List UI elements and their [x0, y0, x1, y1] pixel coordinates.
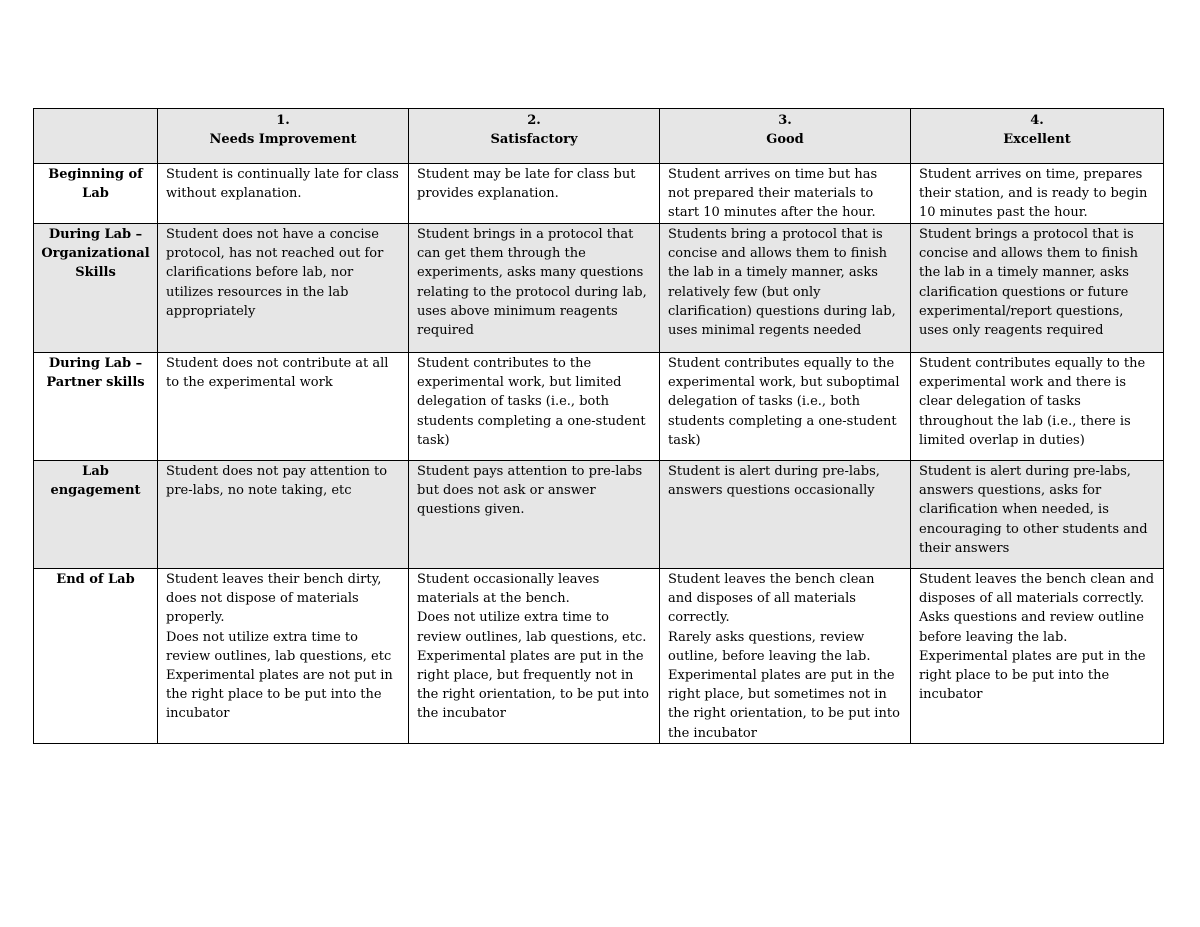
table-row [34, 569, 1164, 744]
level-number: 1. [276, 113, 290, 128]
rubric-cell [911, 569, 1164, 744]
cell-text: Rarely asks questions, review outline, before leaving the lab. [668, 629, 871, 664]
cell-text: Student arrives on time but has not prepared their materials to start 10 minutes after the hour. [668, 167, 878, 221]
corner-cell [34, 109, 158, 164]
criterion-label: Beginning of [48, 167, 143, 182]
cell-text: Student pays attention to pre-labs but does not ask or answer questions given. [417, 464, 643, 518]
rubric-cell [409, 224, 660, 353]
cell-text: Student arrives on time, prepares their station, and is ready to begin 10 minutes past the hour. [919, 167, 1148, 221]
rubric-cell [911, 164, 1164, 224]
criterion-label: Skills [75, 265, 116, 281]
table-row [34, 164, 1164, 224]
header-row [34, 109, 1164, 164]
rubric-table [33, 108, 1164, 744]
cell-text: Experimental plates are not put in the right place to be put into the incubator [166, 668, 393, 722]
rubric-cell [158, 224, 409, 353]
criterion-label: Lab [82, 186, 109, 202]
cell-text: Student occasionally leaves materials at the bench. [417, 572, 600, 607]
cell-text: Asks questions and review outline before leaving the lab. [919, 610, 1144, 645]
rubric-cell [158, 353, 409, 461]
cell-text: Student does not contribute at all to the experimental work [166, 356, 389, 391]
cell-text: Student is alert during pre-labs, answers questions occasionally [668, 464, 880, 499]
level-label: Excellent [1003, 132, 1071, 148]
rubric-cell [158, 569, 409, 744]
cell-text: Experimental plates are put in the right place, but frequently not in the right orientation, to be put into the incubator [417, 648, 649, 722]
cell-text: Student is alert during pre-labs, answers questions, asks for clarification when needed, is encouraging to other students and their answers [919, 464, 1148, 556]
rubric-cell [409, 353, 660, 461]
cell-text: Student does not have a concise protocol, has not reached out for clarifications before lab, nor utilizes resources in the lab appropriately [166, 227, 384, 319]
level-number: 2. [527, 113, 541, 128]
criterion-cell [34, 569, 158, 744]
criterion-label: Partner skills [46, 375, 145, 391]
cell-text: Student contributes equally to the experimental work and there is clear delegation of tasks throughout the lab (i.e., there is limited overlap in duties) [919, 356, 1146, 448]
criterion-label: Lab [82, 464, 109, 479]
rubric-cell [660, 461, 911, 569]
cell-text: Student brings in a protocol that can get them through the experiments, asks many questions relating to the protocol during lab, uses above minimum reagents required [417, 227, 647, 339]
cell-text: Students bring a protocol that is concise and allows them to finish the lab in a timely manner, asks relatively few (but only clarification) questions during lab, uses minimal regents needed [668, 227, 896, 339]
rubric-cell [660, 569, 911, 744]
rubric-cell [409, 461, 660, 569]
rubric-cell [911, 461, 1164, 569]
level-label: Good [766, 132, 804, 148]
cell-text: Student may be late for class but provides explanation. [417, 167, 636, 202]
criterion-cell [34, 164, 158, 224]
cell-text: Experimental plates are put in the right place, but sometimes not in the right orientation, to be put into the incubator [668, 668, 900, 741]
cell-text: Student leaves their bench dirty, does not dispose of materials properly. [166, 572, 382, 626]
criterion-label: During Lab – [48, 227, 143, 242]
table-row [34, 461, 1164, 569]
rubric-cell [158, 164, 409, 224]
criterion-cell [34, 224, 158, 353]
criterion-cell [34, 461, 158, 569]
level-header-3 [660, 109, 911, 164]
table-row [34, 353, 1164, 461]
cell-text: Does not utilize extra time to review outlines, lab questions, etc. [417, 610, 647, 645]
cell-text: Student leaves the bench clean and disposes of all materials correctly. [668, 572, 875, 626]
rubric-cell [911, 353, 1164, 461]
rubric-cell [409, 569, 660, 744]
criterion-label: Organizational [41, 246, 150, 262]
rubric-cell [158, 461, 409, 569]
criterion-label: During Lab – [48, 356, 143, 371]
rubric-cell [660, 353, 911, 461]
cell-text: Student contributes to the experimental work, but limited delegation of tasks (i.e., both students completing a one-student task) [417, 356, 646, 448]
cell-text: Experimental plates are put in the right place to be put into the incubator [919, 648, 1146, 703]
level-number: 4. [1030, 113, 1044, 128]
cell-text: Student does not pay attention to pre-labs, no note taking, etc [166, 464, 388, 499]
rubric-cell [660, 224, 911, 353]
level-number: 3. [778, 113, 792, 128]
cell-text: Student is continually late for class without explanation. [166, 167, 399, 202]
criterion-label: engagement [50, 483, 141, 499]
table-row [34, 224, 1164, 353]
criterion-cell [34, 353, 158, 461]
cell-text: Student contributes equally to the experimental work, but suboptimal delegation of tasks (i.e., both students completing a one-student task) [668, 356, 900, 448]
level-header-1 [158, 109, 409, 164]
cell-text: Student brings a protocol that is concise and allows them to finish the lab in a timely manner, asks clarification questions or future experimental/report questions, uses only reagents required [919, 227, 1138, 339]
level-label: Needs Improvement [209, 132, 357, 148]
cell-text: Student leaves the bench clean and disposes of all materials correctly. [919, 572, 1155, 607]
criterion-label: End of Lab [56, 572, 135, 587]
rubric-cell [409, 164, 660, 224]
level-header-4 [911, 109, 1164, 164]
rubric-cell [911, 224, 1164, 353]
level-label: Satisfactory [490, 132, 578, 148]
cell-text: Does not utilize extra time to review outlines, lab questions, etc [166, 629, 392, 664]
rubric-cell [660, 164, 911, 224]
level-header-2 [409, 109, 660, 164]
